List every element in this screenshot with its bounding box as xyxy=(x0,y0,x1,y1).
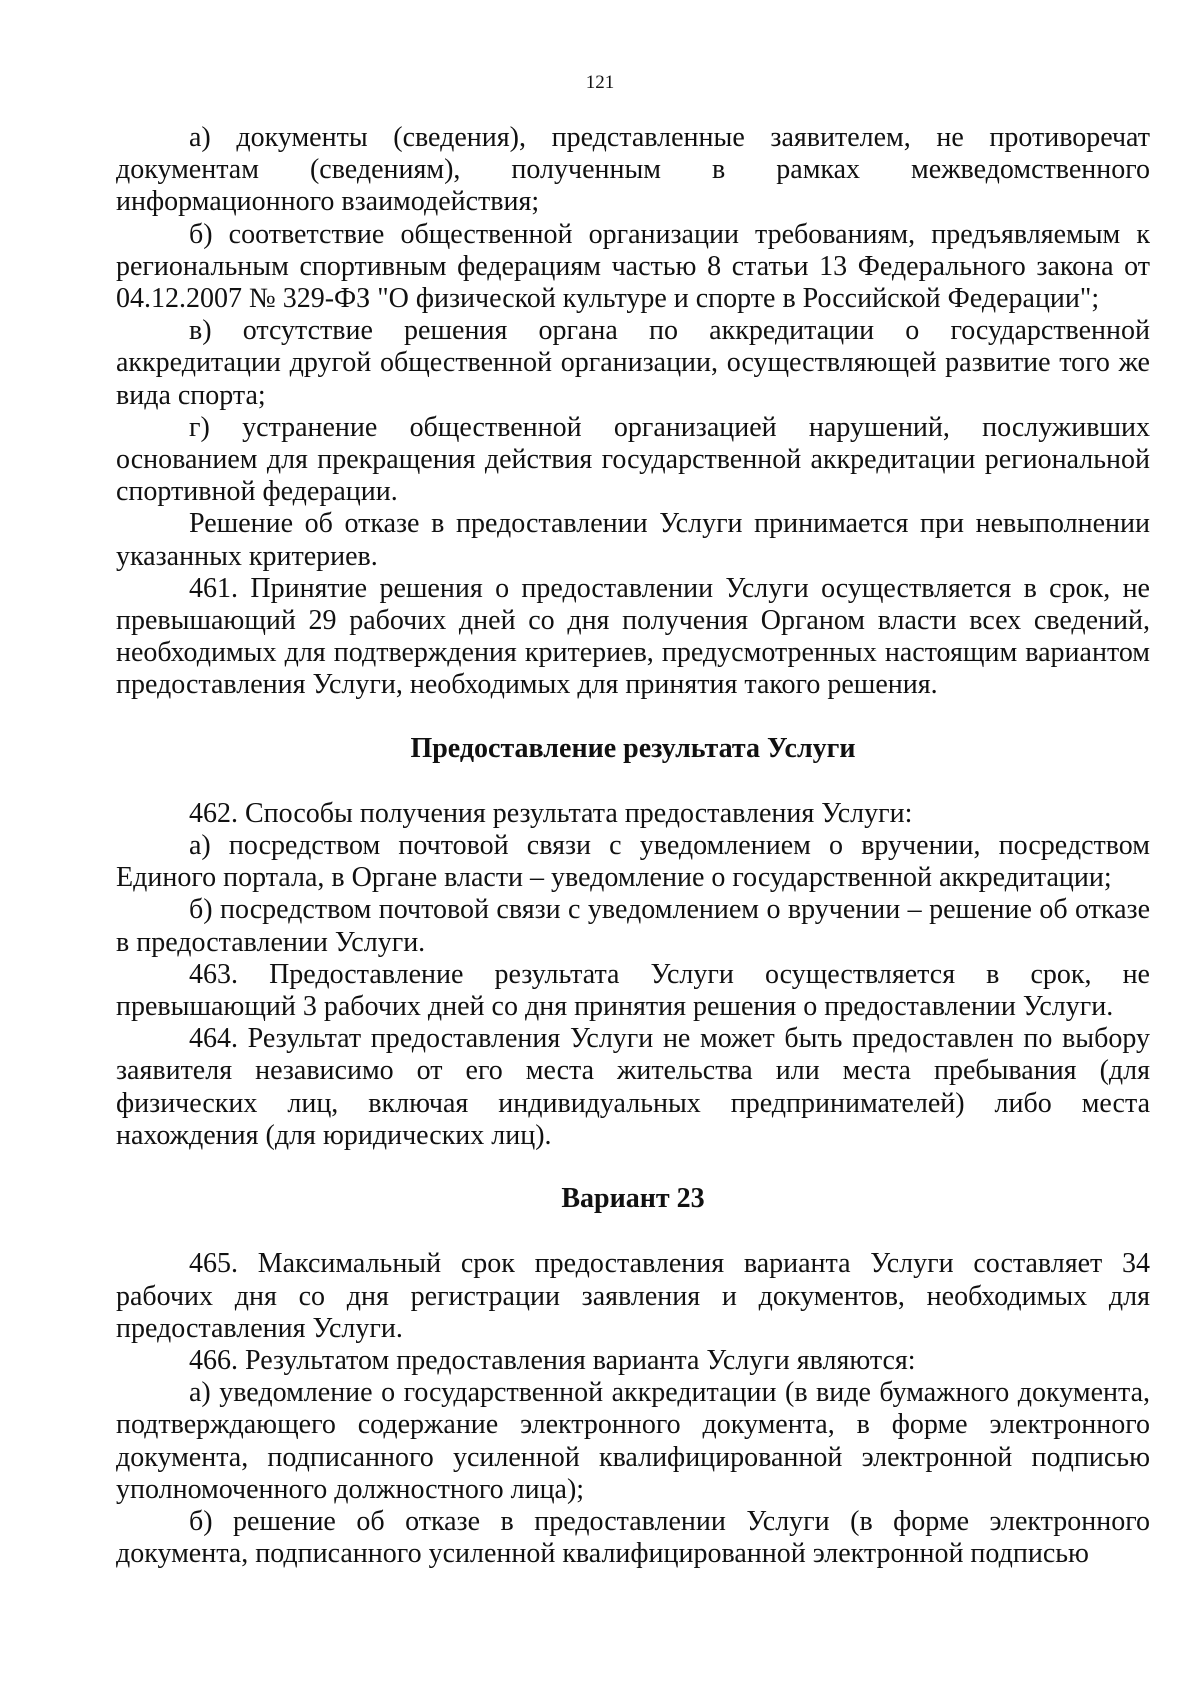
paragraph-466-a: а) уведомление о государственной аккредитации (в виде бумажного документа, подтверждающего содержание электронного документа, в форме электронного документа, подписанного усиленной квалифицированной электронной подписью уполномоченного должностного лица); xyxy=(116,1377,1150,1505)
paragraph-462: 462. Способы получения результата предоставления Услуги: xyxy=(189,797,913,829)
paragraph-criterion-g: г) устранение общественной организацией нарушений, послуживших основанием для прекращения действия государственной аккредитации региональной спортивной федерации. xyxy=(116,411,1150,508)
paragraph-466: 466. Результатом предоставления варианта Услуги являются: xyxy=(189,1344,916,1376)
paragraph-criterion-b: б) соответствие общественной организации требованиям, предъявляемым к региональным спортивным федерациям частью 8 статьи 13 Федерального закона от 04.12.2007 № 329-ФЗ "О физической культуре и спорте в Российской Федерации"; xyxy=(116,218,1150,315)
paragraph-462-b: б) посредством почтовой связи с уведомлением о вручении – решение об отказе в предоставлении Услуги. xyxy=(116,894,1150,958)
document-body xyxy=(116,122,1150,1570)
paragraph-criterion-v: в) отсутствие решения органа по аккредитации о государственной аккредитации другой общественной организации, осуществляющей развитие того же вида спорта; xyxy=(116,315,1150,411)
paragraph-465: 465. Максимальный срок предоставления варианта Услуги составляет 34 рабочих дня со дня регистрации заявления и документов, необходимых для предоставления Услуги. xyxy=(116,1248,1150,1344)
paragraph-refusal-decision: Решение об отказе в предоставлении Услуги принимается при невыполнении указанных критериев. xyxy=(116,508,1150,572)
paragraph-461: 461. Принятие решения о предоставлении Услуги осуществляется в срок, не превышающий 29 рабочих дней со дня получения Органом власти всех сведений, необходимых для подтверждения критериев, предусмотренных настоящим вариантом предоставления Услуги, необходимых для принятия такого решения. xyxy=(116,572,1150,701)
paragraph-463: 463. Предоставление результата Услуги осуществляется в срок, не превышающий 3 рабочих дней со дня принятия решения о предоставлении Услуги. xyxy=(116,958,1150,1023)
paragraph-462-a: а) посредством почтовой связи с уведомлением о вручении, посредством Единого портала, в Органе власти – уведомление о государственной аккредитации; xyxy=(116,830,1150,894)
paragraph-464: 464. Результат предоставления Услуги не может быть предоставлен по выбору заявителя независимо от его места жительства или места пребывания (для физических лиц, включая индивидуальных предпринимателей) либо места нахождения (для юридических лиц). xyxy=(116,1023,1150,1151)
section-heading-result: Предоставление результата Услуги xyxy=(410,732,856,764)
paragraph-criterion-a: а) документы (сведения), представленные заявителем, не противоречат документам (сведениям), полученным в рамках межведомственного информационного взаимодействия; xyxy=(116,122,1150,218)
page-number: 121 xyxy=(585,72,615,93)
paragraph-466-b: б) решение об отказе в предоставлении Услуги (в форме электронного документа, подписанного усиленной квалифицированной электронной подписью xyxy=(116,1505,1150,1570)
section-heading-variant: Вариант 23 xyxy=(561,1183,705,1215)
